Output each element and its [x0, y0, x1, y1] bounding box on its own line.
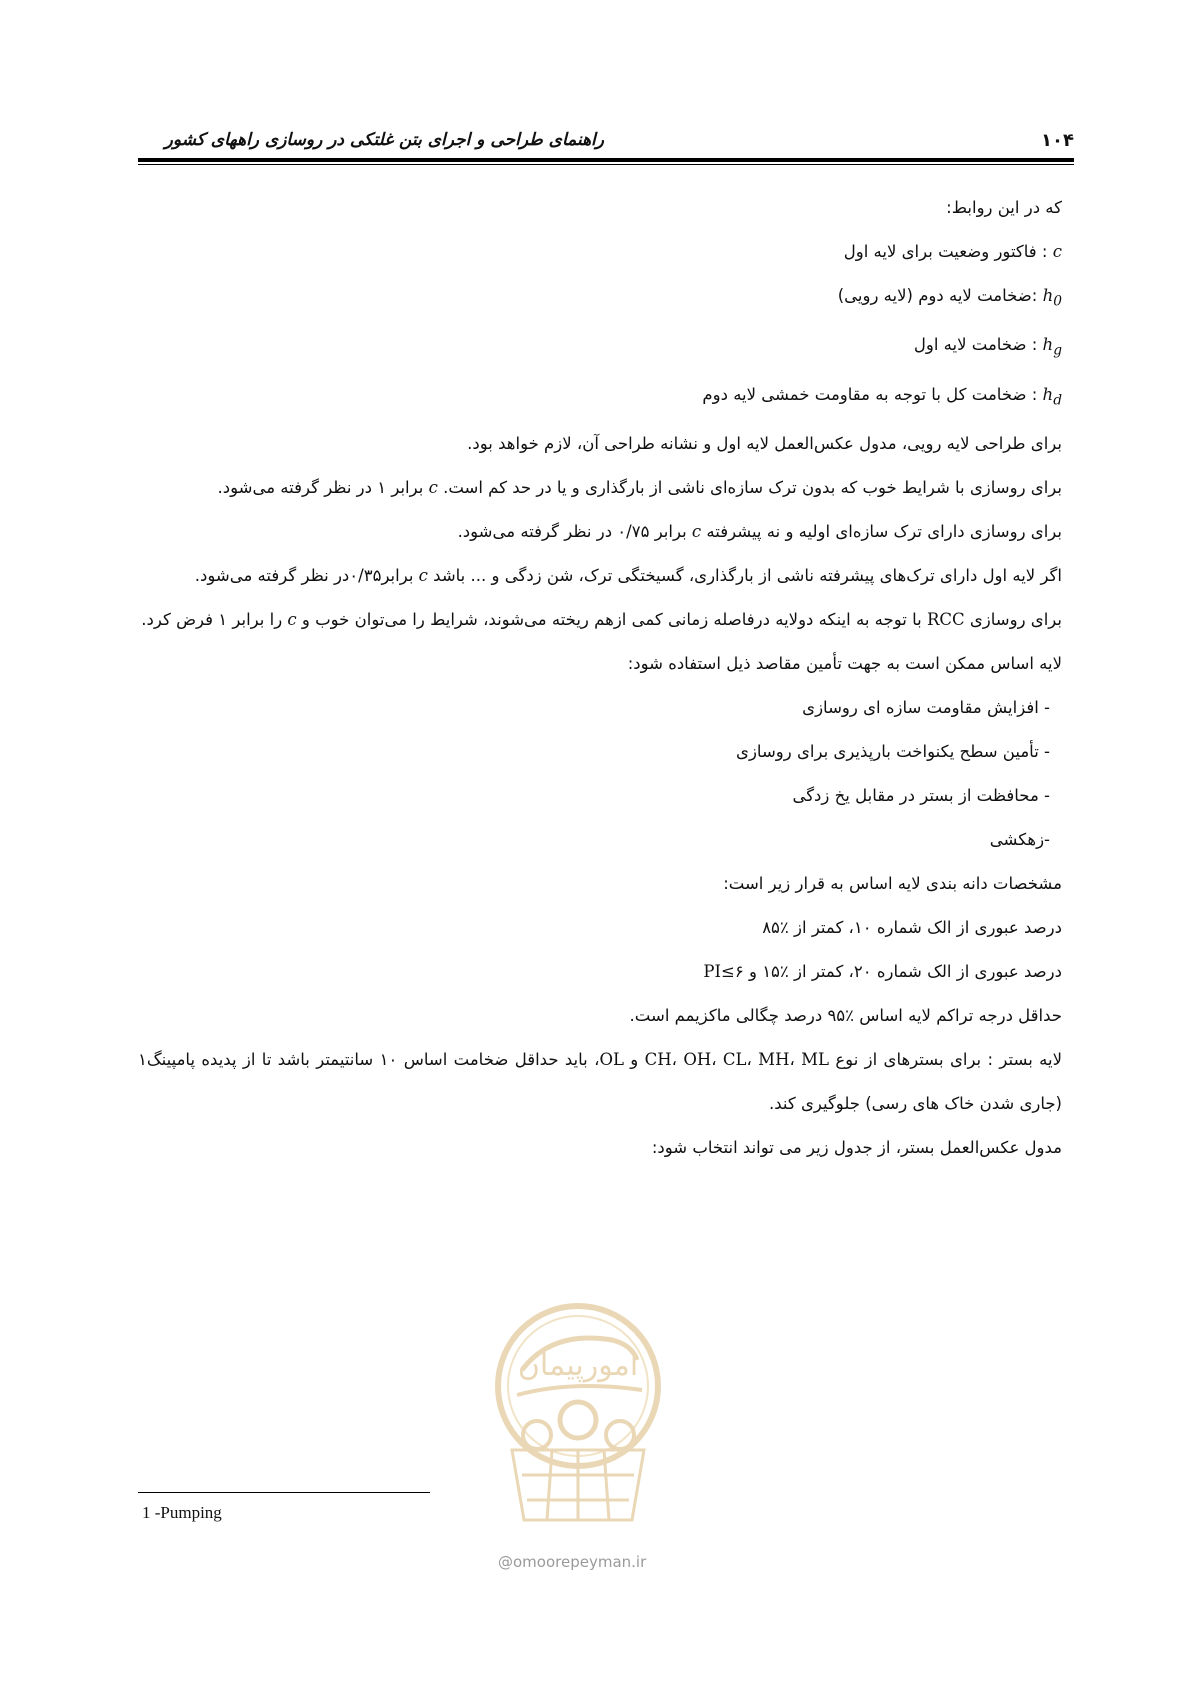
paragraph-overlay-design: برای طراحی لایه رویی، مدول عکس‌العمل لایه اول و نشانه طراحی آن، لازم خواهد بود.: [467, 433, 1062, 453]
page-number: ۱۰۴: [1041, 130, 1074, 151]
list-item: - محافظت از بستر در مقابل یخ زدگی: [792, 785, 1050, 805]
list-item: -زهکشی: [989, 829, 1050, 849]
grading-intro: مشخصات دانه بندی لایه اساس به قرار زیر است:: [723, 873, 1062, 893]
footnote: 1 -Pumping: [142, 1503, 222, 1522]
definition-c: [138, 230, 1062, 274]
symbol-hd: [1042, 384, 1062, 408]
intro-line: که در این روابط:: [946, 198, 1062, 217]
pi-term: PI≤۶: [703, 961, 744, 981]
modulus-line: مدول عکس‌العمل بستر، از جدول زیر می تواند انتخاب شود:: [651, 1137, 1062, 1157]
definition-hd: [138, 373, 1062, 422]
grading-sieve-20: [138, 950, 1062, 994]
list-item: - تأمین سطح یکنواخت بارپذیری برای روسازی: [736, 741, 1050, 761]
symbol-h: h: [1042, 384, 1054, 404]
definition-hg-text: : ضخامت لایه اول: [913, 335, 1043, 355]
base-layer-intro: لایه اساس ممکن است به جهت تأمین مقاصد ذیل استفاده شود:: [627, 653, 1062, 673]
symbol-h: h: [1042, 286, 1054, 305]
symbol-h0: [1042, 286, 1062, 310]
subscript-d: d: [1053, 391, 1062, 408]
definition-c-text: : فاکتور وضعیت برای لایه اول: [843, 242, 1053, 261]
text: برای روسازی: [964, 609, 1062, 629]
text: برای روسازی با شرایط خوب که بدون ترک سازه‌ای ناشی از بارگذاری و یا در حد کم است.: [437, 477, 1062, 497]
paragraph-rcc: [138, 598, 1062, 642]
text: ، باید حداقل ضخامت اساس ۱۰ سانتیمتر باشد تا از پدیده پامپینگ۱ (جاری شدن خاک های رسی) جلوگیری کند.: [138, 1049, 1062, 1113]
subscript-0: 0: [1053, 293, 1062, 310]
text: درصد عبوری از الک شماره ۲۰، کمتر از ٪۱۵ و: [743, 961, 1062, 981]
grading-sieve-10: درصد عبوری از الک شماره ۱۰، کمتر از ٪۸۵: [762, 917, 1062, 937]
watermark-site: @omoorepeyman.ir: [498, 1553, 647, 1571]
list-item: - افزایش مقاومت سازه ای روسازی: [802, 697, 1050, 717]
header-rule-thin: [138, 164, 1074, 165]
subscript-g: g: [1053, 342, 1062, 359]
text: اگر لایه اول دارای ترک‌های پیشرفته ناشی از بارگذاری، گسیختگی ترک، شن زدگی و ... باشد: [427, 565, 1062, 585]
text: برابر ۱ در نظر گرفته می‌شود.: [217, 477, 429, 497]
soil-types: CH، OH، CL، MH، ML و OL: [599, 1049, 829, 1069]
paragraph-advanced-cracks: [138, 554, 1062, 598]
running-title: راهنمای طراحی و اجرای بتن غلتکی در روسازی راههای کشور: [164, 130, 604, 150]
watermark-logo-text: امورپیمان: [517, 1348, 639, 1383]
symbol-c: c: [1052, 242, 1062, 261]
text: لایه بستر : برای بسترهای از نوع: [828, 1049, 1062, 1069]
text: با توجه به اینکه دولایه درفاصله زمانی کمی ازهم ریخته می‌شوند، شرایط را می‌توان خوب و: [296, 609, 927, 629]
symbol-hg: [1042, 335, 1062, 359]
definition-h0: [138, 274, 1062, 323]
text: را برابر ۱ فرض کرد.: [141, 609, 288, 629]
paragraph-good-condition: [138, 466, 1062, 510]
text: برای روسازی دارای ترک سازه‌ای اولیه و نه پیشرفته: [701, 521, 1062, 541]
rcc-term: RCC: [926, 609, 965, 629]
symbol-c: c: [428, 477, 438, 497]
definition-h0-text: :ضخامت لایه دوم (لایه رویی): [837, 286, 1043, 305]
page-body: [138, 186, 1062, 1170]
compaction-line: حداقل درجه تراکم لایه اساس ٪۹۵ درصد چگالی ماکزیمم است.: [629, 1005, 1062, 1025]
definition-hd-text: : ضخامت کل با توجه به مقاومت خمشی لایه دوم: [702, 384, 1043, 404]
paragraph-subgrade: [138, 1038, 1062, 1126]
symbol-c: c: [418, 565, 428, 585]
footnote-rule: [138, 1492, 430, 1493]
text: برابر ۰/۷۵ در نظر گرفته می‌شود.: [457, 521, 692, 541]
symbol-c: c: [691, 521, 702, 541]
symbol-h: h: [1042, 335, 1054, 355]
paragraph-initial-cracks: [138, 510, 1062, 554]
header-rule: [138, 158, 1074, 162]
symbol-c: c: [287, 609, 297, 629]
definition-hg: [138, 323, 1062, 372]
text: برابر۰/۳۵در نظر گرفته می‌شود.: [194, 565, 419, 585]
watermark-logo: [492, 1300, 664, 1550]
